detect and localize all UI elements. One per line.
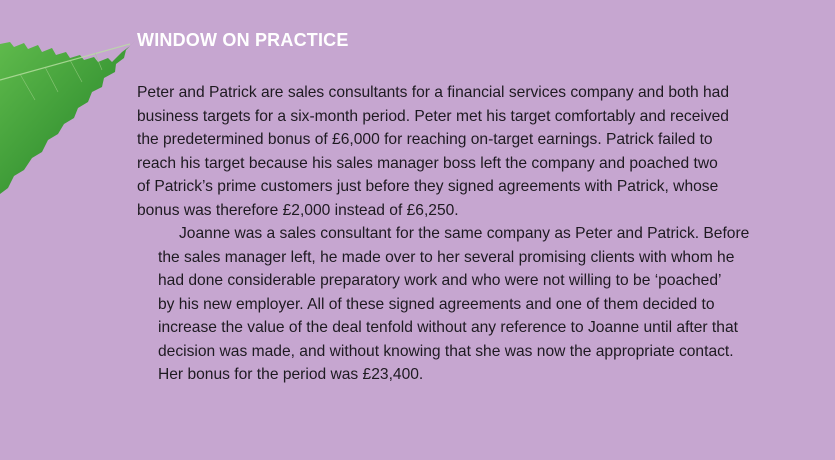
leaf-icon (0, 0, 140, 200)
paragraph (137, 81, 802, 222)
section-heading: WINDOW ON PRACTICE (137, 30, 349, 50)
text-line: increase the value of the deal tenfold without any reference to Joanne until after that (158, 319, 738, 336)
text-line: bonus was therefore £2,000 instead of £6,250. (137, 201, 459, 219)
text-line: decision was made, and without knowing that she was now the appropriate contact. (158, 342, 734, 360)
text-line: Her bonus for the period was £23,400. (158, 366, 424, 383)
paragraph (137, 222, 802, 387)
text-line: Peter and Patrick are sales consultants for a financial services company and both had (137, 84, 730, 101)
article-body (137, 81, 802, 387)
text-line: reach his target because his sales manager boss left the company and poached two (137, 154, 718, 172)
text-line: of Patrick’s prime customers just before they signed agreements with Patrick, whose (137, 178, 719, 195)
text-line: Joanne was a sales consultant for the same company as Peter and Patrick. Before (179, 225, 750, 242)
text-line: had done considerable preparatory work and who were not willing to be ‘poached’ (158, 272, 722, 289)
text-line: by his new employer. All of these signed agreements and one of them decided to (158, 295, 715, 313)
text-line: business targets for a six-month period. Peter met his target comfortably and received (137, 107, 729, 125)
text-line: the sales manager left, he made over to her several promising clients with whom he (158, 248, 735, 266)
text-line: the predetermined bonus of £6,000 for reaching on-target earnings. Patrick failed to (137, 131, 713, 148)
